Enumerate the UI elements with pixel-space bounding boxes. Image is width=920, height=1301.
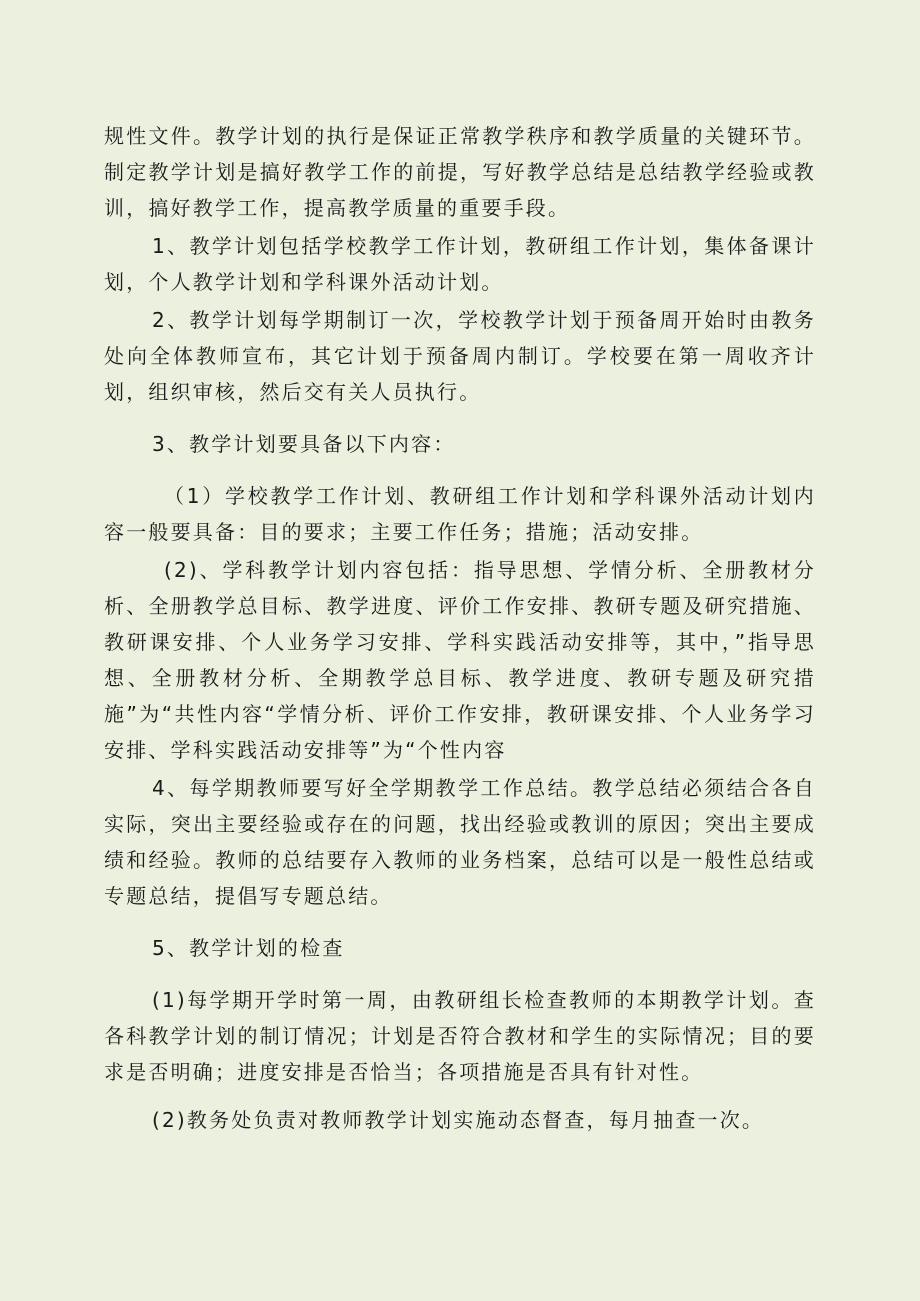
- paragraph-item-4: 4、每学期教师要写好全学期教学工作总结。教学总结必须结合各自实际，突出主要经验或存在的问题，找出经验或教训的原因；突出主要成绩和经验。教师的总结要存入教师的业务档案，总结可以是一般性总结或专题总结，提倡写专题总结。: [104, 776, 816, 908]
- paragraph-item-3-1: （1）学校教学工作计划、教研组工作计划和学科课外活动计划内容一般要具备：目的要求；主要工作任务；措施；活动安排。: [104, 484, 816, 544]
- paragraph-item-3: 3、教学计划要具备以下内容：: [152, 432, 456, 456]
- paragraph-item-5-1: (1)每学期开学时第一周，由教研组长检查教师的本期教学计划。查各科教学计划的制订情况；计划是否符合教材和学生的实际情况；目的要求是否明确；进度安排是否恰当；各项措施是否具有针对性。: [104, 988, 816, 1084]
- paragraph-item-3-2: (2)、学科教学计划内容包括：指导思想、学情分析、全册教材分析、全册教学总目标、教学进度、评价工作安排、教研专题及研究措施、教研课安排、个人业务学习安排、学科实践活动安排等，其中，”指导思想、全册教材分析、全期教学总目标、教学进度、教研专题及研究措施”为“共性内容“学情分析、评价工作安排，教研课安排、个人业务学习安排、学科实践活动安排等”为“个性内容: [104, 558, 816, 762]
- paragraph-item-2: 2、教学计划每学期制订一次，学校教学计划于预备周开始时由教务处向全体教师宣布，其它计划于预备周内制订。学校要在第一周收齐计划，组织审核，然后交有关人员执行。: [104, 308, 816, 404]
- document-page: [104, 118, 816, 1138]
- paragraph-item-5: 5、教学计划的检查: [152, 936, 345, 960]
- paragraph-item-5-2: (2)教务处负责对教师教学计划实施动态督查，每月抽查一次。: [152, 1108, 765, 1132]
- paragraph-item-1: 1、教学计划包括学校教学工作计划，教研组工作计划，集体备课计划，个人教学计划和学科课外活动计划。: [104, 234, 816, 294]
- paragraph-intro: 规性文件。教学计划的执行是保证正常教学秩序和教学质量的关键环节。制定教学计划是搞好教学工作的前提，写好教学总结是总结教学经验或教训，搞好教学工作，提高教学质量的重要手段。: [104, 124, 816, 220]
